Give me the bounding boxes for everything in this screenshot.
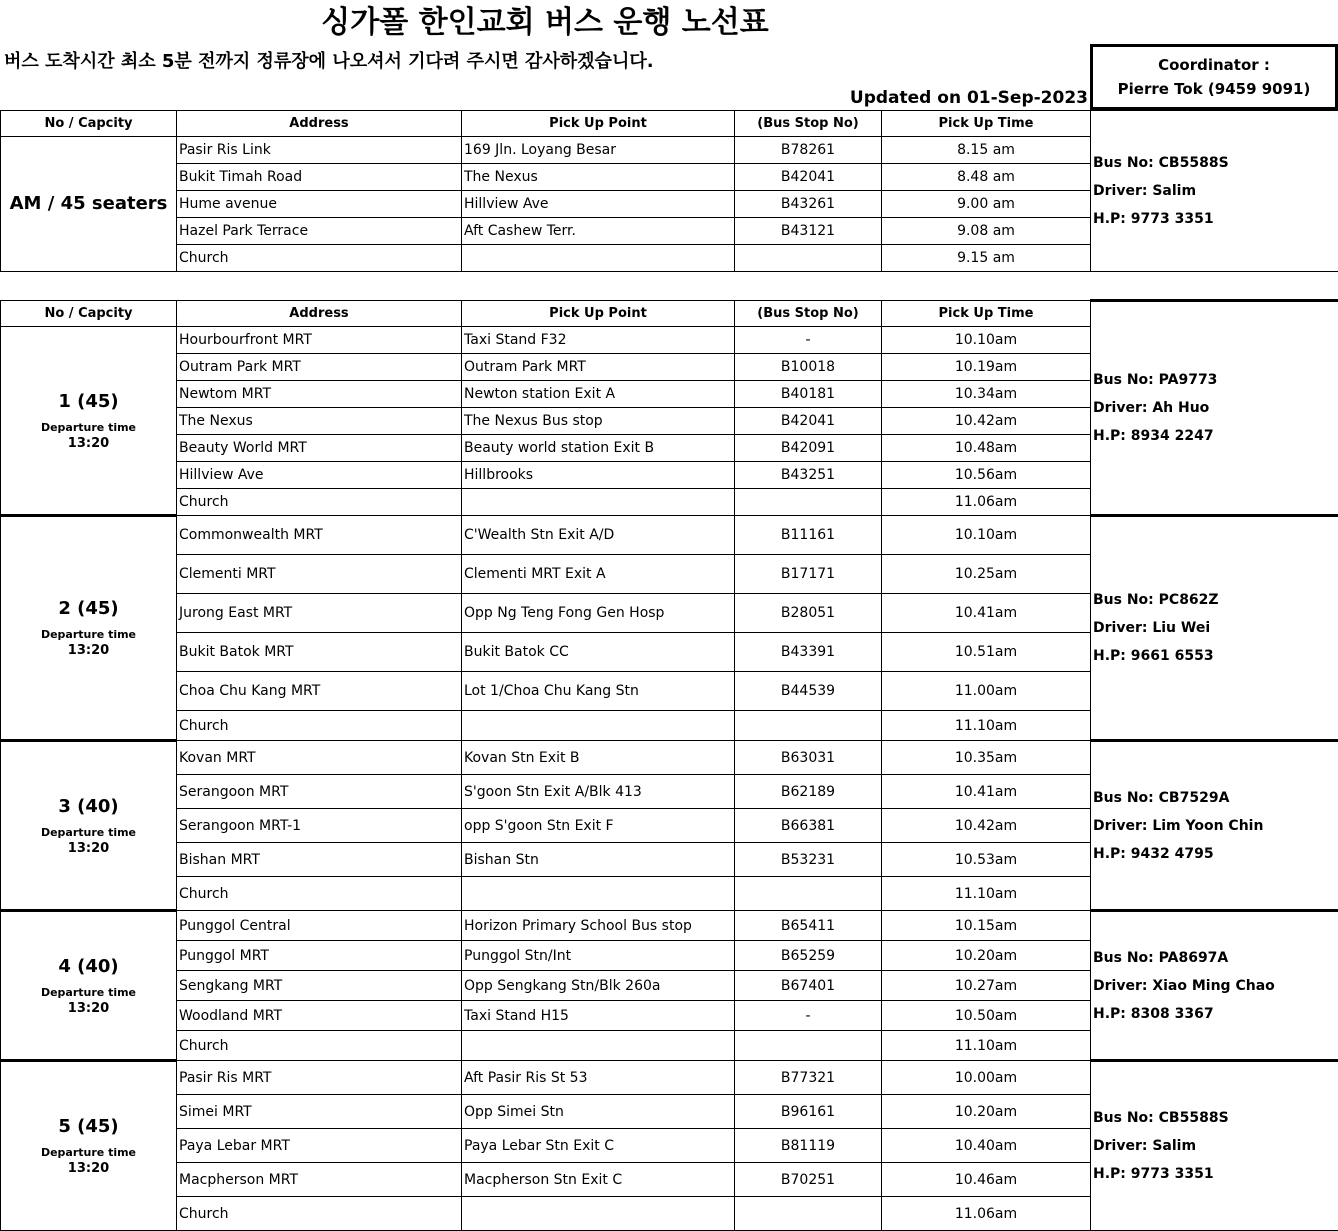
driver-phone: H.P: 9432 4795 <box>1093 840 1336 868</box>
time-cell: 10.25am <box>882 555 1091 594</box>
stop-cell <box>735 245 882 272</box>
address-cell: Macpherson MRT <box>177 1163 462 1197</box>
table-row <box>1 516 1338 555</box>
departure-time: 13:20 <box>3 642 174 660</box>
stop-cell: B43391 <box>735 633 882 672</box>
time-cell: 10.56am <box>882 462 1091 489</box>
pickup-cell: Taxi Stand H15 <box>462 1001 735 1031</box>
stop-cell: B81119 <box>735 1129 882 1163</box>
stop-cell: B70251 <box>735 1163 882 1197</box>
table-row <box>1 741 1338 775</box>
driver-name: Driver: Lim Yoon Chin <box>1093 812 1336 840</box>
address-cell: Church <box>177 245 462 272</box>
address-cell: Hume avenue <box>177 191 462 218</box>
time-cell: 10.00am <box>882 1061 1091 1095</box>
header-no: No / Capcity <box>1 111 177 137</box>
pickup-cell: The Nexus <box>462 164 735 191</box>
route-group-5 <box>1 1061 177 1231</box>
stop-cell: B28051 <box>735 594 882 633</box>
pickup-cell: Paya Lebar Stn Exit C <box>462 1129 735 1163</box>
address-cell: Church <box>177 877 462 911</box>
stop-cell: B44539 <box>735 672 882 711</box>
header-busstop: (Bus Stop No) <box>735 301 882 327</box>
time-cell: 11.10am <box>882 711 1091 741</box>
departure-time: 13:20 <box>3 435 174 453</box>
time-cell: 11.00am <box>882 672 1091 711</box>
group-capacity: 5 (45) <box>3 1114 174 1140</box>
driver-name: Driver: Ah Huo <box>1093 394 1336 422</box>
time-cell: 10.42am <box>882 809 1091 843</box>
stop-cell: B96161 <box>735 1095 882 1129</box>
group-capacity: 4 (40) <box>3 954 174 980</box>
address-cell: Punggol MRT <box>177 941 462 971</box>
time-cell: 8.15 am <box>882 137 1091 164</box>
time-cell: 10.20am <box>882 1095 1091 1129</box>
pickup-cell: S'goon Stn Exit A/Blk 413 <box>462 775 735 809</box>
header-pickup: Pick Up Point <box>462 301 735 327</box>
driver-phone: H.P: 8308 3367 <box>1093 1000 1336 1028</box>
stop-cell: B77321 <box>735 1061 882 1095</box>
group-capacity: 3 (40) <box>3 794 174 820</box>
pickup-cell <box>462 1031 735 1061</box>
address-cell: Choa Chu Kang MRT <box>177 672 462 711</box>
stop-cell <box>735 489 882 516</box>
pickup-cell <box>462 877 735 911</box>
am-group: AM / 45 seaters <box>1 137 177 272</box>
time-cell: 10.42am <box>882 408 1091 435</box>
route-bus-info-4 <box>1091 911 1338 1061</box>
bus-number: Bus No: CB5588S <box>1093 1104 1336 1132</box>
address-cell: Bishan MRT <box>177 843 462 877</box>
stop-cell: B67401 <box>735 971 882 1001</box>
time-cell: 11.06am <box>882 489 1091 516</box>
pickup-cell: Kovan Stn Exit B <box>462 741 735 775</box>
address-cell: Serangoon MRT-1 <box>177 809 462 843</box>
table-row <box>1 911 1338 941</box>
time-cell: 10.40am <box>882 1129 1091 1163</box>
bus-number: Bus No: PC862Z <box>1093 586 1336 614</box>
address-cell: Paya Lebar MRT <box>177 1129 462 1163</box>
time-cell: 10.19am <box>882 354 1091 381</box>
address-cell: Pasir Ris Link <box>177 137 462 164</box>
header-no: No / Capcity <box>1 301 177 327</box>
stop-cell: B40181 <box>735 381 882 408</box>
time-cell: 10.34am <box>882 381 1091 408</box>
updated-date: Updated on 01-Sep-2023 <box>850 86 1088 110</box>
table-row <box>1 1061 1338 1095</box>
pickup-cell: Lot 1/Choa Chu Kang Stn <box>462 672 735 711</box>
time-cell: 9.08 am <box>882 218 1091 245</box>
notice-text: 버스 도착시간 최소 5분 전까지 정류장에 나오셔서 기다려 주시면 감사하겠습니다. <box>4 48 654 76</box>
header-time: Pick Up Time <box>882 301 1091 327</box>
group-capacity: 2 (45) <box>3 596 174 622</box>
time-cell: 10.10am <box>882 327 1091 354</box>
pickup-cell: Hillview Ave <box>462 191 735 218</box>
route-group-3 <box>1 741 177 911</box>
address-cell: Bukit Timah Road <box>177 164 462 191</box>
driver-name: Driver: Salim <box>1093 177 1336 205</box>
header-time: Pick Up Time <box>882 111 1091 137</box>
address-cell: Hazel Park Terrace <box>177 218 462 245</box>
pickup-cell: Clementi MRT Exit A <box>462 555 735 594</box>
pickup-cell: Opp Simei Stn <box>462 1095 735 1129</box>
header-pickup: Pick Up Point <box>462 111 735 137</box>
route-group-4 <box>1 911 177 1061</box>
stop-cell: B65259 <box>735 941 882 971</box>
bus-number: Bus No: CB5588S <box>1093 149 1336 177</box>
pickup-cell: Opp Ng Teng Fong Gen Hosp <box>462 594 735 633</box>
stop-cell <box>735 711 882 741</box>
address-cell: Hourbourfront MRT <box>177 327 462 354</box>
bus-number: Bus No: CB7529A <box>1093 784 1336 812</box>
address-cell: Woodland MRT <box>177 1001 462 1031</box>
time-cell: 10.15am <box>882 911 1091 941</box>
address-cell: Punggol Central <box>177 911 462 941</box>
time-cell: 10.20am <box>882 941 1091 971</box>
pickup-cell: C'Wealth Stn Exit A/D <box>462 516 735 555</box>
departure-label: Departure time <box>3 1146 174 1160</box>
time-cell: 10.41am <box>882 594 1091 633</box>
time-cell: 8.48 am <box>882 164 1091 191</box>
driver-phone: H.P: 9773 3351 <box>1093 205 1336 233</box>
pickup-cell: Newton station Exit A <box>462 381 735 408</box>
pickup-cell: Aft Cashew Terr. <box>462 218 735 245</box>
stop-cell <box>735 877 882 911</box>
time-cell: 9.00 am <box>882 191 1091 218</box>
bus-number: Bus No: PA8697A <box>1093 944 1336 972</box>
departure-label: Departure time <box>3 421 174 435</box>
time-cell: 10.53am <box>882 843 1091 877</box>
stop-cell: B11161 <box>735 516 882 555</box>
pickup-cell <box>462 245 735 272</box>
departure-label: Departure time <box>3 628 174 642</box>
address-cell: Newtom MRT <box>177 381 462 408</box>
stop-cell: B78261 <box>735 137 882 164</box>
pickup-cell: Taxi Stand F32 <box>462 327 735 354</box>
time-cell: 11.06am <box>882 1197 1091 1231</box>
route-group-2 <box>1 516 177 741</box>
address-cell: Clementi MRT <box>177 555 462 594</box>
stop-cell: B66381 <box>735 809 882 843</box>
address-cell: Church <box>177 1031 462 1061</box>
address-cell: Outram Park MRT <box>177 354 462 381</box>
driver-name: Driver: Salim <box>1093 1132 1336 1160</box>
header-busstop: (Bus Stop No) <box>735 111 882 137</box>
stop-cell: - <box>735 327 882 354</box>
departure-time: 13:20 <box>3 840 174 858</box>
stop-cell <box>735 1197 882 1231</box>
address-cell: Beauty World MRT <box>177 435 462 462</box>
time-cell: 11.10am <box>882 1031 1091 1061</box>
pm-route-table <box>0 299 1338 1231</box>
address-cell: Church <box>177 489 462 516</box>
route-bus-info-2 <box>1091 516 1338 741</box>
pickup-cell: 169 Jln. Loyang Besar <box>462 137 735 164</box>
time-cell: 10.41am <box>882 775 1091 809</box>
pickup-cell <box>462 1197 735 1231</box>
route-bus-info-3 <box>1091 741 1338 911</box>
address-cell: Commonwealth MRT <box>177 516 462 555</box>
time-cell: 10.46am <box>882 1163 1091 1197</box>
time-cell: 11.10am <box>882 877 1091 911</box>
departure-label: Departure time <box>3 826 174 840</box>
address-cell: Serangoon MRT <box>177 775 462 809</box>
departure-time: 13:20 <box>3 1160 174 1178</box>
route-bus-info-5 <box>1091 1061 1338 1231</box>
stop-cell: B42041 <box>735 164 882 191</box>
group-capacity: 1 (45) <box>3 389 174 415</box>
stop-cell: B63031 <box>735 741 882 775</box>
stop-cell: B65411 <box>735 911 882 941</box>
stop-cell: B43261 <box>735 191 882 218</box>
coordinator-label: Coordinator : <box>1093 56 1335 74</box>
stop-cell: B10018 <box>735 354 882 381</box>
pickup-cell: Hillbrooks <box>462 462 735 489</box>
stop-cell: B53231 <box>735 843 882 877</box>
address-cell: Kovan MRT <box>177 741 462 775</box>
pickup-cell: Aft Pasir Ris St 53 <box>462 1061 735 1095</box>
departure-label: Departure time <box>3 986 174 1000</box>
address-cell: Simei MRT <box>177 1095 462 1129</box>
time-cell: 10.10am <box>882 516 1091 555</box>
stop-cell: B17171 <box>735 555 882 594</box>
departure-time: 13:20 <box>3 1000 174 1018</box>
time-cell: 10.50am <box>882 1001 1091 1031</box>
stop-cell: B43121 <box>735 218 882 245</box>
pickup-cell: Bukit Batok CC <box>462 633 735 672</box>
am-route-table <box>0 110 1338 272</box>
pickup-cell: Macpherson Stn Exit C <box>462 1163 735 1197</box>
address-cell: The Nexus <box>177 408 462 435</box>
pickup-cell: Horizon Primary School Bus stop <box>462 911 735 941</box>
driver-name: Driver: Xiao Ming Chao <box>1093 972 1336 1000</box>
driver-phone: H.P: 9773 3351 <box>1093 1160 1336 1188</box>
page-title: 싱가폴 한인교회 버스 운행 노선표 <box>0 2 1090 44</box>
address-cell: Hillview Ave <box>177 462 462 489</box>
pickup-cell: The Nexus Bus stop <box>462 408 735 435</box>
pickup-cell: Opp Sengkang Stn/Blk 260a <box>462 971 735 1001</box>
stop-cell: B43251 <box>735 462 882 489</box>
pickup-cell <box>462 711 735 741</box>
driver-name: Driver: Liu Wei <box>1093 614 1336 642</box>
pickup-cell: Bishan Stn <box>462 843 735 877</box>
header-address: Address <box>177 301 462 327</box>
address-cell: Sengkang MRT <box>177 971 462 1001</box>
stop-cell: B62189 <box>735 775 882 809</box>
pickup-cell: opp S'goon Stn Exit F <box>462 809 735 843</box>
coordinator-box <box>1090 44 1338 110</box>
address-cell: Jurong East MRT <box>177 594 462 633</box>
am-bus-info <box>1091 111 1338 272</box>
address-cell: Pasir Ris MRT <box>177 1061 462 1095</box>
route-group-1 <box>1 327 177 516</box>
header-address: Address <box>177 111 462 137</box>
time-cell: 9.15 am <box>882 245 1091 272</box>
stop-cell: - <box>735 1001 882 1031</box>
coordinator-value: Pierre Tok (9459 9091) <box>1093 80 1335 98</box>
pickup-cell: Punggol Stn/Int <box>462 941 735 971</box>
stop-cell: B42041 <box>735 408 882 435</box>
pickup-cell: Outram Park MRT <box>462 354 735 381</box>
pickup-cell: Beauty world station Exit B <box>462 435 735 462</box>
bus-number: Bus No: PA9773 <box>1093 366 1336 394</box>
time-cell: 10.27am <box>882 971 1091 1001</box>
driver-phone: H.P: 9661 6553 <box>1093 642 1336 670</box>
driver-phone: H.P: 8934 2247 <box>1093 422 1336 450</box>
address-cell: Church <box>177 1197 462 1231</box>
route-bus-info-1 <box>1091 301 1338 516</box>
stop-cell <box>735 1031 882 1061</box>
time-cell: 10.35am <box>882 741 1091 775</box>
pickup-cell <box>462 489 735 516</box>
stop-cell: B42091 <box>735 435 882 462</box>
time-cell: 10.48am <box>882 435 1091 462</box>
address-cell: Church <box>177 711 462 741</box>
address-cell: Bukit Batok MRT <box>177 633 462 672</box>
time-cell: 10.51am <box>882 633 1091 672</box>
